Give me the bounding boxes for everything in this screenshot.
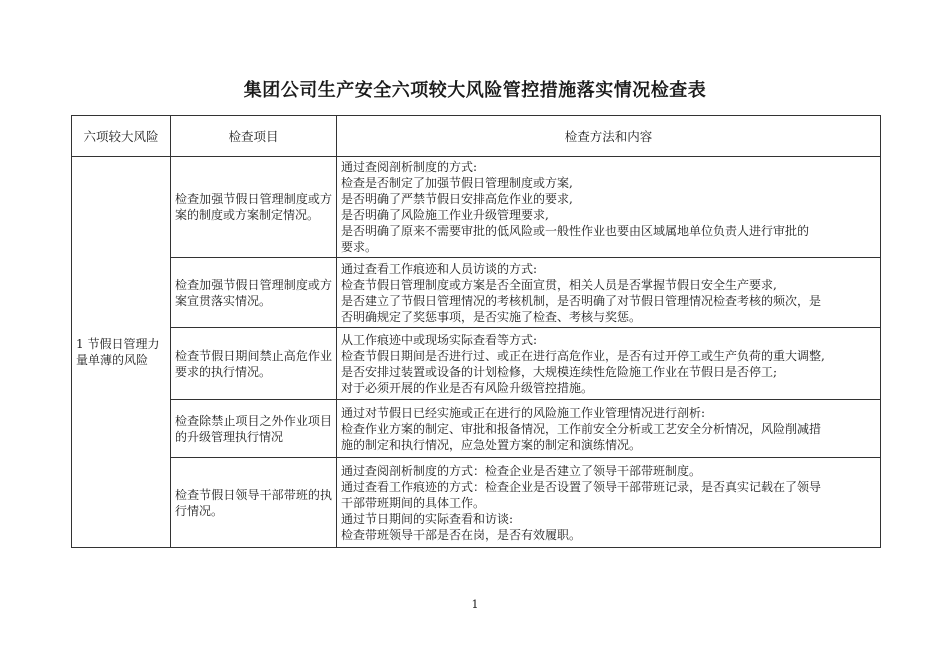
check-method-line: 通过查阅剖析制度的方式：检查企业是否建立了领导干部带班制度。 bbox=[341, 463, 702, 478]
check-method-line: 检查带班领导干部是否在岗，是否有效履职。 bbox=[341, 527, 582, 542]
check-method-line: 是否明确了原来不需要审批的低风险或一般性作业也要由区域属地单位负责人进行审批的 bbox=[341, 224, 810, 238]
check-method-line: 干部带班期间的具体工作。 bbox=[341, 495, 486, 510]
check-method-line: 是否明确了严禁节假日安排高危作业的要求, bbox=[341, 192, 573, 206]
check-method-line: 通过查看工作痕迹和人员访谈的方式: bbox=[341, 261, 538, 276]
check-method-line: 对于必须开展的作业是否有风险升级管控措施。 bbox=[341, 380, 594, 395]
check-method-cell bbox=[337, 258, 881, 328]
check-item-cell: 检查加强节假日管理制度或方案的制度或方案制定情况。 bbox=[171, 157, 337, 258]
check-method-line: 通过查阅剖析制度的方式: bbox=[341, 160, 478, 174]
check-method-line: 通过节日期间的实际查看和访谈: bbox=[341, 511, 514, 526]
check-method-line: 是否建立了节假日管理情况的考核机制，是否明确了对节假日管理情况检查考核的频次，是 bbox=[341, 293, 822, 308]
header-check-item: 检查项目 bbox=[171, 116, 337, 157]
page-number: 1 bbox=[471, 598, 479, 611]
check-method-line: 通过查看工作痕迹的方式：检查企业是否设置了领导干部带班记录，是否真实记载在了领导 bbox=[341, 479, 822, 494]
check-item-cell: 检查节假日领导干部带班的执行情况。 bbox=[171, 458, 337, 548]
check-item-cell: 检查加强节假日管理制度或方案宣贯落实情况。 bbox=[171, 258, 337, 328]
check-method-line: 要求。 bbox=[341, 240, 378, 254]
check-method-line: 检查节假日管理制度或方案是否全面宣贯，相关人员是否掌握节假日安全生产要求, bbox=[341, 277, 777, 292]
check-method-line: 检查是否制定了加强节假日管理制度或方案, bbox=[341, 176, 573, 190]
table-row bbox=[72, 458, 881, 548]
check-method-line: 通过对节假日已经实施或正在进行的风险施工作业管理情况进行剖析: bbox=[341, 405, 706, 420]
table-row bbox=[72, 328, 881, 400]
table-row bbox=[72, 157, 881, 258]
check-method-line: 是否明确了风险施工作业升级管理要求, bbox=[341, 208, 549, 222]
check-method-line: 检查节假日期间是否进行过、或正在进行高危作业，是否有过开停工或生产负荷的重大调整, bbox=[341, 348, 825, 363]
check-method-cell bbox=[337, 157, 881, 258]
table-body bbox=[72, 157, 881, 548]
check-item-cell: 检查除禁止项目之外作业项目的升级管理执行情况 bbox=[171, 400, 337, 458]
check-method-cell bbox=[337, 458, 881, 548]
header-check-method: 检查方法和内容 bbox=[337, 116, 881, 157]
inspection-table bbox=[71, 115, 881, 548]
check-method-line: 从工作痕迹中或现场实际查看等方式: bbox=[341, 332, 538, 347]
table-row bbox=[72, 400, 881, 458]
check-method-line: 是否安排过装置或设备的计划检修，大规模连续性危险施工作业在节假日是否停工; bbox=[341, 364, 778, 379]
risk-category-cell: 1 节假日管理力量单薄的风险 bbox=[72, 157, 171, 548]
check-method-cell bbox=[337, 328, 881, 400]
check-method-line: 否明确规定了奖惩事项，是否实施了检查、考核与奖惩。 bbox=[341, 309, 642, 324]
check-method-cell bbox=[337, 400, 881, 458]
check-method-line: 施的制定和执行情况，应急处置方案的制定和演练情况。 bbox=[341, 437, 642, 452]
table-header-row bbox=[72, 116, 881, 157]
check-item-cell: 检查节假日期间禁止高危作业要求的执行情况。 bbox=[171, 328, 337, 400]
check-method-line: 检查作业方案的制定、审批和报备情况，工作前安全分析或工艺安全分析情况，风险削减措 bbox=[341, 421, 822, 436]
header-risk: 六项较大风险 bbox=[72, 116, 171, 157]
page-title: 集团公司生产安全六项较大风险管控措施落实情况检查表 bbox=[243, 80, 707, 101]
table-row bbox=[72, 258, 881, 328]
